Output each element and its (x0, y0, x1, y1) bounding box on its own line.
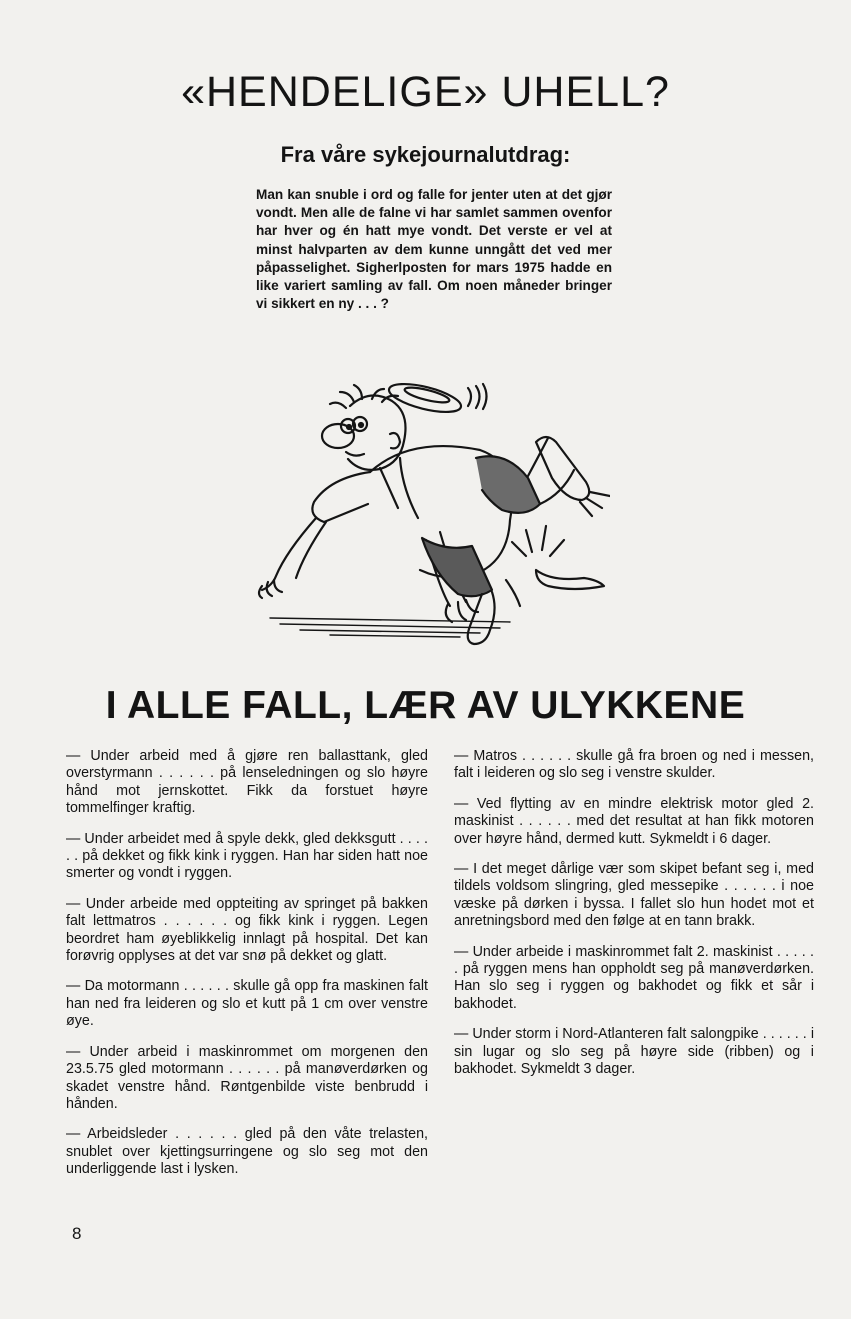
banana-peel (512, 526, 604, 589)
incident-paragraph: — Matros . . . . . . skulle gå fra broen og ned i messen, falt i leideren og slo seg i venstre skulder. (454, 748, 814, 782)
incident-paragraph: — Under arbeide i maskinrommet falt 2. maskinist . . . . . . på ryggen mens han oppholdt seg på manøverdørken. Han slo seg i ryggen og bakhodet og fikk et sår i bakhodet. (454, 943, 814, 1012)
man-trousers (422, 456, 540, 596)
incident-paragraph: — Under arbeide med oppteiting av springet på bakken falt lettmatros . . . . . . og fikk kink i ryggen. Legen beordret ham øyeblikkelig innlagt på hospital. Det kan forøvrig opplyses at det var snø på dekket og glatt. (66, 895, 428, 965)
left-column (66, 748, 428, 1192)
section-headline: I ALLE FALL, LÆR AV ULYKKENE (105, 684, 746, 727)
falling-man-illustration (250, 372, 610, 652)
incident-paragraph: — Under arbeid med å gjøre ren ballasttank, gled overstyrmann . . . . . . på lenseledningen og slo høyre hånd mot jernskottet. Fikk da forstuet høyre tommelfinger kraftig. (66, 748, 428, 817)
incident-paragraph: — Arbeidsleder . . . . . . gled på den våte trelasten, snublet over kjettingsurringene og slo seg mot den underliggende last i lysken. (66, 1126, 428, 1178)
incident-paragraph: — Under arbeidet med å spyle dekk, gled dekksgutt . . . . . . på dekket og fikk kink i ryggen. Han har siden hatt noe smerter og vondt i ryggen. (66, 830, 428, 882)
man-left-arm (259, 518, 326, 598)
intro-paragraph: Man kan snuble i ord og falle for jenter uten at det gjør vondt. Men alle de falne vi har samlet sammen ovenfor har hver og én hatt mye vondt. Det verste er vel at minst halvparten av dem kunne unngått det ved mer påpasselighet. Sigherlposten for mars 1975 hadde en like variert samling av fall. Om noen måneder bringer vi sikkert en ny . . . ? (256, 187, 612, 312)
incident-paragraph: — Under arbeid i maskinrommet om morgenen den 23.5.75 gled motormann . . . . . . på manøverdørken og skadet venstre hånd. Røntgenbilde viste benbrudd i hånden. (66, 1043, 428, 1112)
page-subtitle: Fra våre sykejournalutdrag: (280, 142, 571, 167)
incident-paragraph: — Ved flytting av en mindre elektrisk motor gled 2. maskinist . . . . . . med det resultat at han fikk motoren over høyre hånd, dermed kutt. Sykmeldt i 6 dager. (454, 795, 814, 847)
incident-paragraph: — Under storm i Nord-Atlanteren falt salongpike . . . . . . i sin lugar og slo seg på høyre side (ribben) og i bakhodet. Sykmeldt 3 dager. (454, 1026, 814, 1078)
incident-paragraph: — I det meget dårlige vær som skipet befant seg i, med tildels voldsom slingring, gled messepike . . . . . . i noe væske på dørken i byssa. I fallet slo hun hodet mot et anretningsbord med den følge at en tann brakk. (454, 861, 814, 930)
page-number: 8 (72, 1224, 82, 1243)
right-column (454, 748, 814, 1092)
floor-shadow (270, 618, 510, 637)
page-title: «HENDELIGE» UHELL? (181, 68, 670, 116)
incident-paragraph: — Da motormann . . . . . . skulle gå opp fra maskinen falt han ned fra leideren og slo et kutt på 1 cm over venstre øye. (66, 978, 428, 1030)
man-kicking-leg (528, 437, 610, 516)
